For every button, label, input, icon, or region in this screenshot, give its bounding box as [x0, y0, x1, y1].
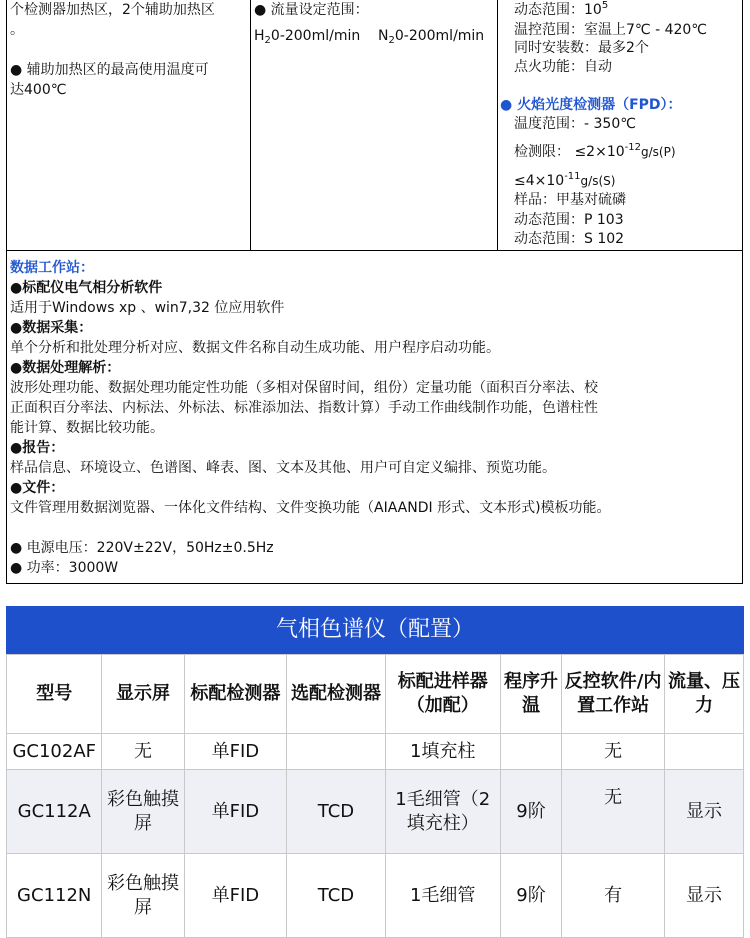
acquisition-title: ●数据采集：	[10, 320, 93, 336]
processing-desc-line1: 波形处理功能、数据处理功能定性功能（多相对保留时间，组份）定量功能（面积百分率法、校	[10, 380, 598, 396]
cell-model: GC112A	[7, 770, 102, 854]
flow-range-h2: $H_20-200ml/\min$	[254, 28, 361, 46]
cell-software: 有	[562, 854, 665, 938]
fpd-title: ● 火焰光度检测器（FPD）：	[500, 97, 682, 113]
cell-model: GC112N	[7, 854, 102, 938]
top-table-col-divider-1	[250, 0, 251, 250]
aux-max-temp-value: 达400℃	[10, 82, 67, 98]
table-row	[7, 770, 744, 854]
fpd-dynamic-range-s: 动态范围：S 102	[514, 231, 625, 247]
header-std-injector: 标配进样器（加配）	[385, 655, 500, 734]
header-temp-program: 程序升温	[500, 655, 562, 734]
workstation-left-border	[6, 250, 7, 584]
cell-temp-program: 9阶	[500, 854, 562, 938]
header-software: 反控软件/内置工作站	[562, 655, 665, 734]
config-header-row	[7, 655, 744, 734]
flow-range-heading: ● 流量设定范围：	[254, 2, 369, 18]
fpd-detection-limit-p: 检测限： $\le 2\times 10^{-12}g/s(P)$	[514, 142, 676, 160]
aux-max-temp-text: ● 辅助加热区的最高使用温度可	[10, 62, 209, 78]
header-opt-detector: 选配检测器	[287, 655, 386, 734]
processing-desc-line2: 正面积百分率法、内标法、外标法、标准添加法、指数计算）手动工作曲线制作功能，色谱柱性	[10, 400, 598, 416]
heating-zone-text-end: 。	[10, 22, 24, 38]
software-title: ●标配仪电气相分析软件	[10, 280, 163, 296]
cell-flow-pressure: 显示	[664, 854, 743, 938]
cell-flow-pressure: 显示	[664, 770, 743, 854]
fpd-detection-limit-s: $\le 4\times 10^{-11}g/s(S)$	[514, 171, 616, 189]
cell-display: 彩色触摸屏	[102, 770, 184, 854]
cell-opt-detector: TCD	[287, 770, 386, 854]
file-title: ●文件：	[10, 480, 65, 496]
power-supply: ● 电源电压：220V±22V，50Hz±0.5Hz	[10, 540, 274, 556]
cell-temp-program	[500, 734, 562, 770]
workstation-bottom-border	[6, 583, 743, 584]
processing-title: ●数据处理解析：	[10, 360, 121, 376]
table-row	[7, 734, 744, 770]
flow-range-n2: $N_20-200ml/\min$	[378, 28, 485, 46]
config-banner: 气相色谱仪（配置）	[6, 606, 744, 654]
cell-software: 无	[562, 770, 665, 854]
cell-std-injector: 1填充柱	[385, 734, 500, 770]
cell-flow-pressure	[664, 734, 743, 770]
cell-model: GC102AF	[7, 734, 102, 770]
power-rating: ● 功率：3000W	[10, 560, 119, 576]
report-title: ●报告：	[10, 440, 65, 456]
header-flow-pressure: 流量、压力	[664, 655, 743, 734]
cell-std-detector: 单FID	[184, 770, 287, 854]
processing-desc-line3: 能计算、数据比较功能。	[10, 420, 164, 436]
heating-zone-text: 个检测器加热区，2个辅助加热区	[10, 2, 215, 18]
cell-opt-detector	[287, 734, 386, 770]
simultaneous-install: 同时安装数：最多2个	[514, 40, 649, 56]
cell-std-injector: 1毛细管	[385, 854, 500, 938]
top-table-row-divider	[6, 250, 743, 251]
cell-std-detector: 单FID	[184, 734, 287, 770]
acquisition-desc: 单个分析和批处理分析对应、数据文件名称自动生成功能、用户程序启动功能。	[10, 340, 500, 356]
table-row	[7, 854, 744, 938]
top-table-left-border	[6, 0, 7, 250]
cell-std-injector: 1毛细管（2填充柱）	[385, 770, 500, 854]
cell-display: 彩色触摸屏	[102, 854, 184, 938]
report-desc: 样品信息、环境设立、色谱图、峰表、图、文本及其他、用户可自定义编排、预览功能。	[10, 460, 556, 476]
cell-opt-detector: TCD	[287, 854, 386, 938]
fpd-temp-range: 温度范围：- 350℃	[514, 116, 636, 132]
fpd-sample: 样品：甲基对硫磷	[514, 192, 626, 208]
temp-control-range: 温控范围：室温上7℃ - 420℃	[514, 22, 708, 38]
top-table-col-divider-2	[497, 0, 498, 250]
config-table	[6, 654, 744, 938]
file-desc: 文件管理用数据浏览器、一体化文件结构、文件变换功能（AIAANDI 形式、文本形式)模板功能。	[10, 500, 611, 516]
cell-temp-program: 9阶	[500, 770, 562, 854]
fid-dynamic-range: 动态范围：$10^5$	[514, 0, 609, 18]
header-display: 显示屏	[102, 655, 184, 734]
software-desc: 适用于Windows xp 、win7,32 位应用软件	[10, 300, 285, 316]
workstation-title: 数据工作站：	[10, 260, 94, 276]
ignition-function: 点火功能：自动	[514, 59, 612, 75]
fpd-dynamic-range-p: 动态范围：P 103	[514, 212, 624, 228]
header-std-detector: 标配检测器	[184, 655, 287, 734]
header-model: 型号	[7, 655, 102, 734]
cell-display: 无	[102, 734, 184, 770]
top-table-right-border	[742, 0, 743, 584]
cell-std-detector: 单FID	[184, 854, 287, 938]
cell-software: 无	[562, 734, 665, 770]
